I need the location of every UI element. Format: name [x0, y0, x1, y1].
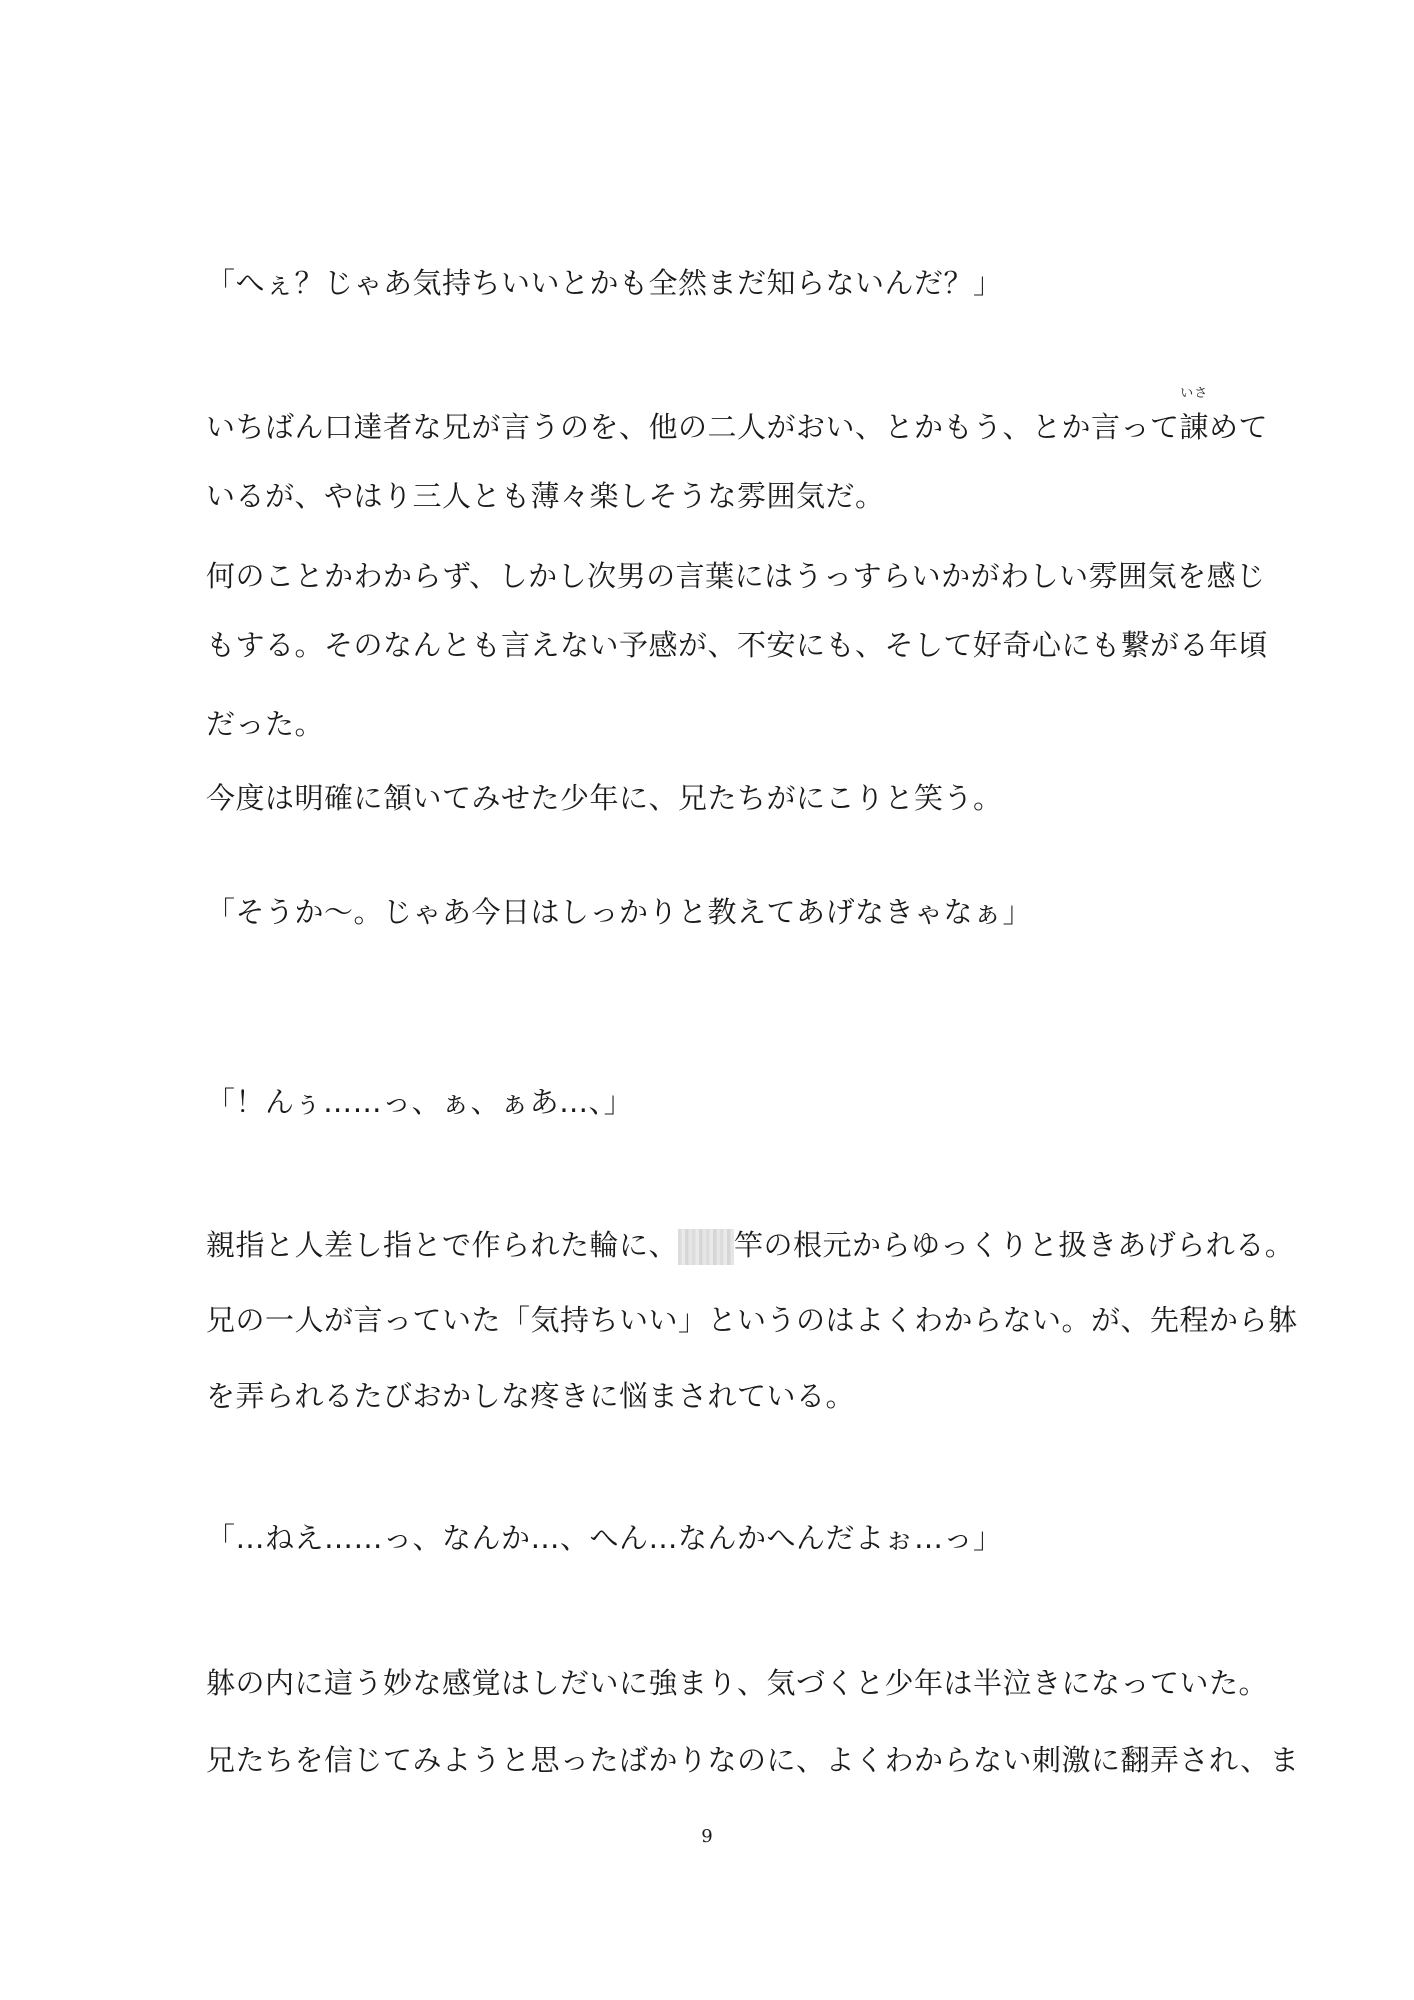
censor-mosaic	[678, 1229, 734, 1265]
narration-line: もする。そのなんとも言えない予感が、不安にも、そして好奇心にも繋がる年頃	[206, 628, 1269, 662]
narration-line	[206, 386, 1269, 447]
dialogue-line: 「…ねえ……っ、なんか…、へん…なんかへんだよぉ…っ」	[206, 1521, 1003, 1555]
ruby-base: 諌	[1179, 410, 1210, 444]
narration-line: 兄たちを信じてみようと思ったばかりなのに、よくわからない刺激に翻弄され、ま	[206, 1743, 1300, 1777]
ruby-annotated-word	[1179, 386, 1210, 447]
narration-line: 兄の一人が言っていた「気持ちいい」というのはよくわからない。が、先程から躰	[206, 1303, 1298, 1337]
narration-line: 何のことかわからず、しかし次男の言葉にはうっすらいかがわしい雰囲気を感じ	[206, 559, 1266, 593]
narration-line: を弄られるたびおかしな疼きに悩まされている。	[206, 1379, 856, 1413]
text-segment: 親指と人差し指とで作られた輪に、	[206, 1228, 679, 1262]
page-number: 9	[701, 1826, 713, 1847]
narration-line: いるが、やはり三人とも薄々楽しそうな雰囲気だ。	[206, 479, 885, 513]
text-segment: めて	[1209, 410, 1269, 444]
text-segment: いちばん口達者な兄が言うのを、他の二人がおい、とかもう、とか言って	[206, 410, 1180, 444]
text-segment: 竿の根元からゆっくりと扱きあげられる。	[734, 1228, 1295, 1262]
narration-line	[206, 1225, 1294, 1265]
narration-line: だった。	[206, 707, 325, 741]
dialogue-line: 「！んぅ……っ、ぁ、ぁあ…、」	[206, 1085, 634, 1119]
narration-line: 今度は明確に頷いてみせた少年に、兄たちがにこりと笑う。	[206, 781, 1003, 815]
dialogue-line: 「へぇ？じゃあ気持ちいいとかも全然まだ知らないんだ？」	[206, 266, 1003, 300]
dialogue-line: 「そうか～。じゃあ今日はしっかりと教えてあげなきゃなぁ」	[206, 895, 1033, 929]
narration-line: 躰の内に這う妙な感覚はしだいに強まり、気づくと少年は半泣きになっていた。	[206, 1666, 1269, 1700]
ruby-reading: いさ	[1180, 386, 1209, 401]
